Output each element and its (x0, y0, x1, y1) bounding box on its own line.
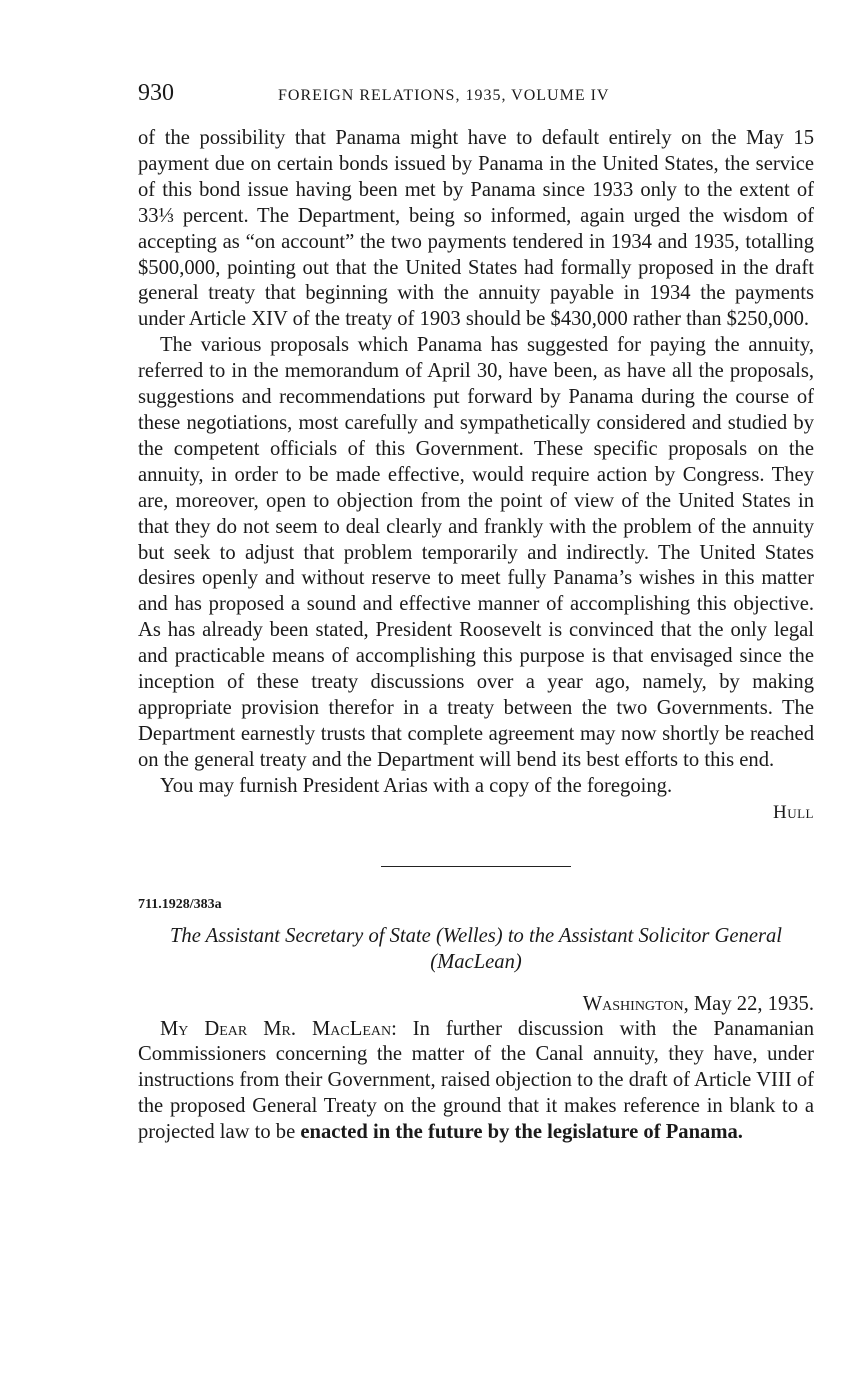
dateline-place: Washington (582, 992, 684, 1015)
document-page (138, 80, 814, 1146)
body-paragraph-3: You may furnish President Arias with a copy of the foregoing. (160, 774, 673, 797)
section-divider (381, 866, 571, 867)
dateline-date: , May 22, 1935. (683, 992, 814, 1015)
page-number: 930 (138, 80, 174, 106)
file-number: 711.1928/383a (138, 896, 222, 912)
dateline (138, 991, 814, 1017)
body-paragraph-2: The various proposals which Panama has suggested for paying the annuity, referred to in the memorandum of April 30, have been, as have all the proposals, suggestions and recommendations put forward by Panama during the course of these negotiations, most carefully and sympathetically considered and studied by the competent officials of this Government. These specific proposals on the annuity, in order to be made effective, would require action by Congress. They are, moreover, open to objection from the point of view of the United States in that they do not seem to deal clearly and frankly with the problem of the annuity but seek to adjust that problem temporarily and indirectly. The United States desires openly and without reserve to meet fully Panama’s wishes in this matter and has proposed a sound and effective manner of accomplishing this objective. As has already been stated, President Roosevelt is convinced that the only legal and practicable means of accomplishing this purpose is that envisaged since the inception of these treaty discussions over a year ago, namely, by making appropriate provision therefor in a treaty between the two Governments. The Department earnestly trusts that complete agreement may now shortly be reached on the general treaty and the Department will bend its best efforts to this end. (138, 334, 814, 771)
signature: Hull (773, 801, 814, 823)
salutation: My Dear Mr. MacLean (160, 1017, 392, 1040)
page-header (138, 80, 814, 112)
body-paragraph-1: of the possibility that Panama might have to default entirely on the May 15 payment due on certain bonds issued by Panama in the United States, the service of this bond issue having been met by Panama since 1933 only to the extent of 33⅓ percent. The Department, being so informed, again urged the wisdom of accepting as “on account” the two payments tendered in 1934 and 1935, totalling $500,000, pointing out that the United States had formally proposed in the draft general treaty that beginning with the annuity payable in 1934 the payments under Article XIV of the treaty of 1903 should be $430,000 rather than $250,000. (138, 127, 814, 331)
letter-last-line: enacted in the future by the legislature of Panama. (300, 1121, 743, 1144)
running-head: FOREIGN RELATIONS, 1935, VOLUME IV (278, 87, 610, 104)
document-title: The Assistant Secretary of State (Welles) to the Assistant Solicitor General (MacLean) (169, 924, 783, 973)
letter-paragraph-1 (138, 1017, 814, 1147)
letter-paragraph-text: : In further discussion with the Panamanian Commissioners concerning the matter of the Canal annuity, they have, under instructions from their Government, raised objection to the draft of Article VIII of the proposed General Treaty on the ground that it makes reference in blank to a projected law to be (138, 1017, 814, 1144)
